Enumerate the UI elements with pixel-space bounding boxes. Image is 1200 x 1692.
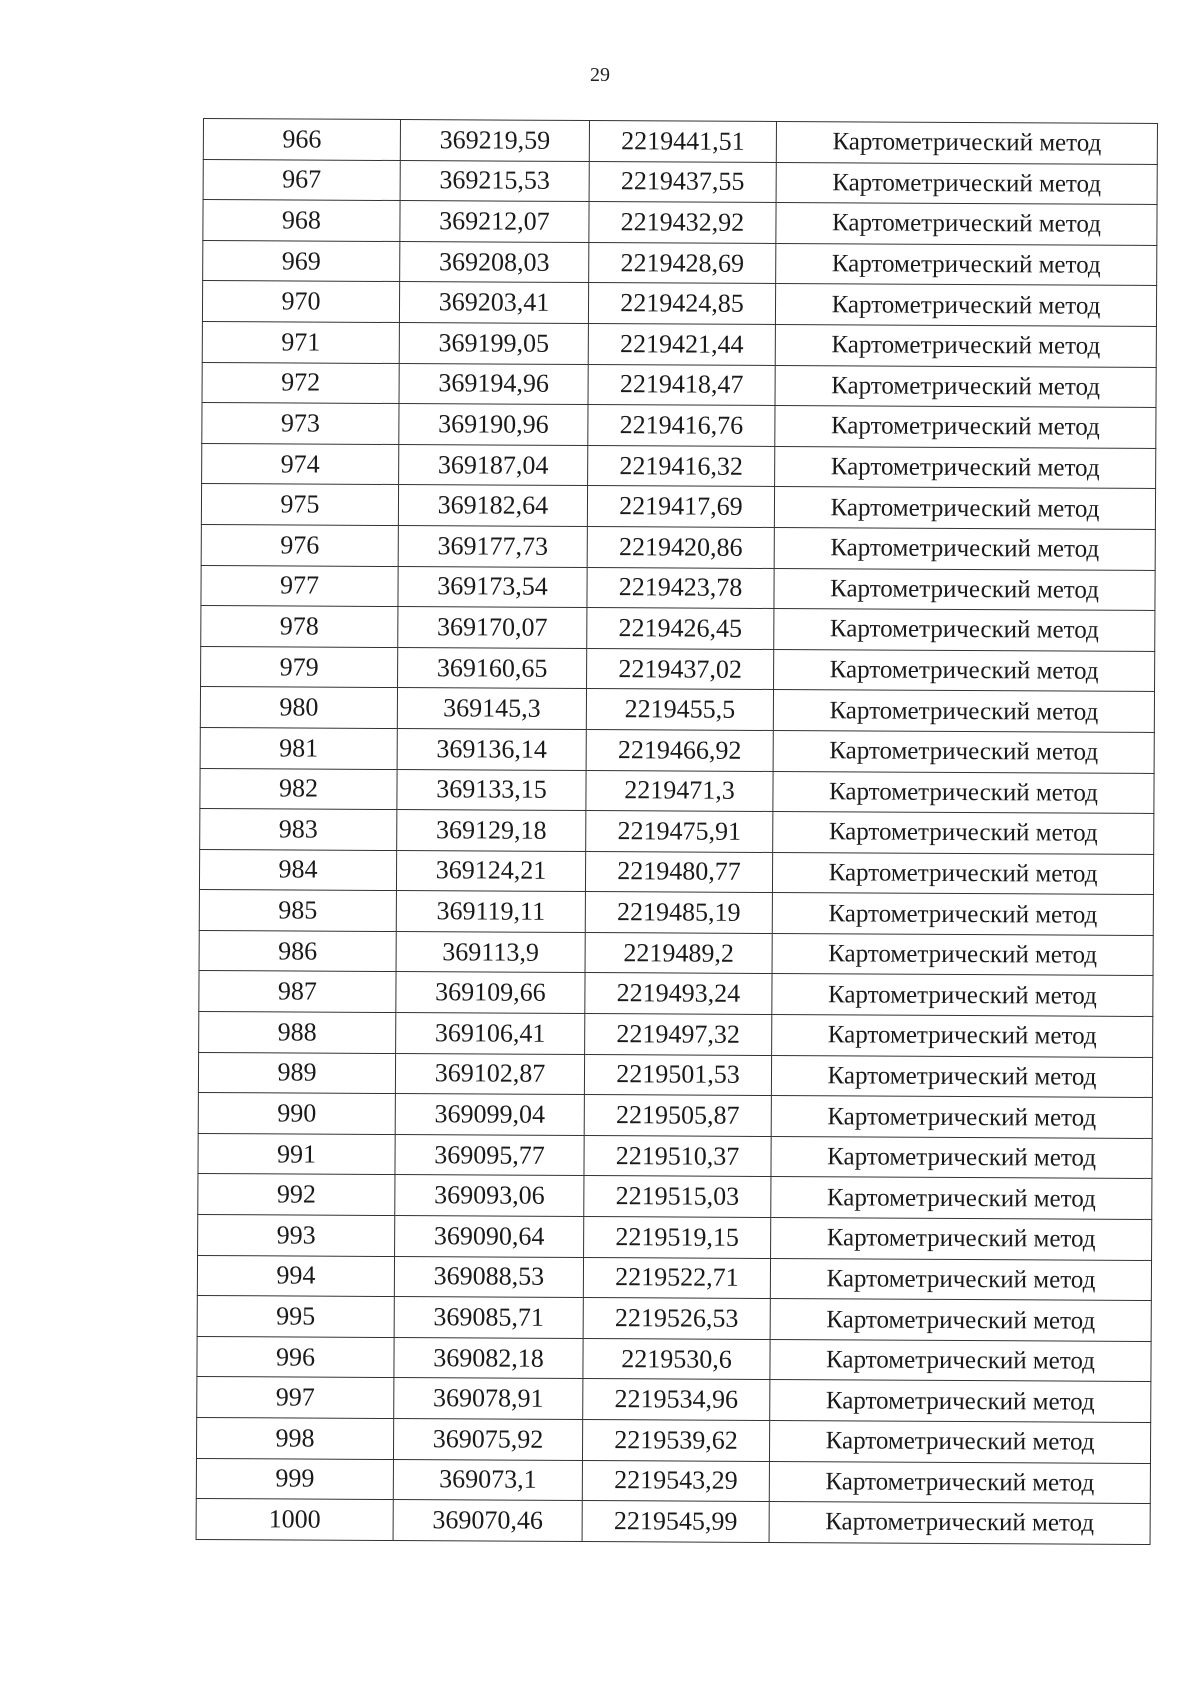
point-number-cell: 990 [198, 1093, 395, 1135]
y-coordinate-cell: 2219437,02 [587, 648, 774, 690]
x-coordinate-cell: 369160,65 [398, 647, 587, 689]
method-cell: Картометрический метод [773, 812, 1154, 855]
y-coordinate-cell: 2219466,92 [586, 729, 773, 771]
method-cell: Картометрический метод [770, 1380, 1151, 1423]
point-number-cell: 986 [199, 930, 396, 972]
point-number-cell: 987 [199, 971, 396, 1013]
x-coordinate-cell: 369212,07 [400, 201, 589, 243]
y-coordinate-cell: 2219480,77 [585, 851, 772, 893]
point-number-cell: 980 [200, 687, 397, 729]
method-cell: Картометрический метод [776, 243, 1157, 286]
y-coordinate-cell: 2219441,51 [589, 121, 776, 163]
y-coordinate-cell: 2219526,53 [583, 1298, 770, 1340]
point-number-cell: 969 [203, 240, 400, 282]
x-coordinate-cell: 369219,59 [400, 120, 589, 162]
point-number-cell: 992 [198, 1174, 395, 1216]
method-cell: Картометрический метод [774, 527, 1155, 570]
method-cell: Картометрический метод [769, 1420, 1150, 1463]
method-cell: Картометрический метод [776, 162, 1157, 205]
y-coordinate-cell: 2219426,45 [587, 608, 774, 650]
table-row [198, 1215, 1152, 1261]
point-number-cell: 995 [197, 1296, 394, 1338]
point-number-cell: 975 [201, 484, 398, 526]
table-row [198, 1174, 1152, 1220]
x-coordinate-cell: 369070,46 [393, 1500, 582, 1542]
point-number-cell: 973 [202, 403, 399, 445]
point-number-cell: 988 [199, 1012, 396, 1054]
x-coordinate-cell: 369133,15 [397, 769, 586, 811]
method-cell: Картометрический метод [772, 893, 1153, 936]
y-coordinate-cell: 2219505,87 [584, 1095, 771, 1137]
table-row [203, 240, 1157, 286]
table-row [203, 159, 1157, 205]
table-row [200, 809, 1154, 855]
x-coordinate-cell: 369208,03 [400, 241, 589, 283]
table-row [199, 930, 1153, 976]
x-coordinate-cell: 369088,53 [394, 1256, 583, 1298]
table-row [203, 119, 1157, 165]
point-number-cell: 989 [198, 1052, 395, 1094]
table-row [198, 1133, 1152, 1179]
table-row [199, 849, 1153, 895]
point-number-cell: 984 [199, 849, 396, 891]
y-coordinate-cell: 2219545,99 [582, 1501, 769, 1543]
method-cell: Картометрический метод [771, 1096, 1152, 1139]
x-coordinate-cell: 369187,04 [399, 444, 588, 486]
point-number-cell: 972 [202, 362, 399, 404]
table-row [202, 281, 1156, 327]
x-coordinate-cell: 369093,06 [395, 1175, 584, 1217]
y-coordinate-cell: 2219418,47 [588, 364, 775, 406]
x-coordinate-cell: 369145,3 [397, 688, 586, 730]
point-number-cell: 991 [198, 1133, 395, 1175]
x-coordinate-cell: 369136,14 [397, 728, 586, 770]
table-row [196, 1417, 1150, 1463]
method-cell: Картометрический метод [775, 324, 1156, 367]
y-coordinate-cell: 2219534,96 [583, 1379, 770, 1421]
y-coordinate-cell: 2219437,55 [589, 161, 776, 203]
table-row [200, 687, 1154, 733]
method-cell: Картометрический метод [772, 1015, 1153, 1058]
point-number-cell: 974 [202, 443, 399, 485]
point-number-cell: 978 [201, 606, 398, 648]
point-number-cell: 1000 [196, 1499, 393, 1541]
y-coordinate-cell: 2219432,92 [589, 202, 776, 244]
y-coordinate-cell: 2219530,6 [583, 1338, 770, 1380]
y-coordinate-cell: 2219428,69 [589, 242, 776, 284]
coordinates-table-body [196, 119, 1157, 1545]
table-row [203, 200, 1157, 246]
table-row [201, 565, 1155, 611]
point-number-cell: 970 [202, 281, 399, 323]
point-number-cell: 998 [196, 1417, 393, 1459]
method-cell: Картометрический метод [772, 974, 1153, 1017]
x-coordinate-cell: 369082,18 [394, 1337, 583, 1379]
method-cell: Картометрический метод [770, 1339, 1151, 1382]
page-number: 29 [590, 64, 610, 86]
x-coordinate-cell: 369119,11 [396, 891, 585, 933]
y-coordinate-cell: 2219489,2 [585, 932, 772, 974]
method-cell: Картометрический метод [770, 1258, 1151, 1301]
method-cell: Картометрический метод [775, 446, 1156, 489]
x-coordinate-cell: 369177,73 [398, 525, 587, 567]
y-coordinate-cell: 2219417,69 [587, 486, 774, 528]
y-coordinate-cell: 2219493,24 [585, 973, 772, 1015]
method-cell: Картометрический метод [775, 284, 1156, 327]
y-coordinate-cell: 2219475,91 [586, 811, 773, 853]
point-number-cell: 981 [200, 727, 397, 769]
x-coordinate-cell: 369113,9 [396, 931, 585, 973]
y-coordinate-cell: 2219519,15 [584, 1217, 771, 1259]
table-row [200, 768, 1154, 814]
x-coordinate-cell: 369170,07 [398, 607, 587, 649]
y-coordinate-cell: 2219423,78 [587, 567, 774, 609]
method-cell: Картометрический метод [771, 1136, 1152, 1179]
point-number-cell: 968 [203, 200, 400, 242]
y-coordinate-cell: 2219485,19 [585, 892, 772, 934]
point-number-cell: 985 [199, 890, 396, 932]
method-cell: Картометрический метод [775, 365, 1156, 408]
table-row [202, 321, 1156, 367]
x-coordinate-cell: 369129,18 [397, 810, 586, 852]
x-coordinate-cell: 369085,71 [394, 1297, 583, 1339]
y-coordinate-cell: 2219501,53 [584, 1054, 771, 1096]
table-row [198, 1093, 1152, 1139]
table-row [196, 1458, 1150, 1504]
method-cell: Картометрический метод [771, 1218, 1152, 1261]
table-row [196, 1499, 1150, 1545]
point-number-cell: 979 [201, 646, 398, 688]
table-row [199, 1012, 1153, 1058]
x-coordinate-cell: 369090,64 [395, 1216, 584, 1258]
table-row [202, 443, 1156, 489]
point-number-cell: 996 [197, 1336, 394, 1378]
x-coordinate-cell: 369190,96 [399, 404, 588, 446]
y-coordinate-cell: 2219416,32 [588, 445, 775, 487]
method-cell: Картометрический метод [772, 933, 1153, 976]
table-row [197, 1255, 1151, 1301]
point-number-cell: 994 [197, 1255, 394, 1297]
x-coordinate-cell: 369102,87 [395, 1053, 584, 1095]
method-cell: Картометрический метод [774, 649, 1155, 692]
point-number-cell: 971 [202, 321, 399, 363]
method-cell: Картометрический метод [771, 1055, 1152, 1098]
table-row [198, 1052, 1152, 1098]
coordinates-table [196, 118, 1158, 1545]
y-coordinate-cell: 2219471,3 [586, 770, 773, 812]
x-coordinate-cell: 369203,41 [399, 282, 588, 324]
method-cell: Картометрический метод [771, 1177, 1152, 1220]
point-number-cell: 966 [203, 119, 400, 161]
point-number-cell: 999 [196, 1458, 393, 1500]
table-row [199, 971, 1153, 1017]
table-row [202, 362, 1156, 408]
method-cell: Картометрический метод [774, 487, 1155, 530]
table-row [197, 1336, 1151, 1382]
table-row [199, 890, 1153, 936]
table-row [201, 524, 1155, 570]
x-coordinate-cell: 369199,05 [399, 323, 588, 365]
method-cell: Картометрический метод [770, 1299, 1151, 1342]
y-coordinate-cell: 2219510,37 [584, 1135, 771, 1177]
point-number-cell: 982 [200, 768, 397, 810]
coordinates-table-container [196, 118, 1153, 1545]
y-coordinate-cell: 2219455,5 [586, 689, 773, 731]
table-row [202, 403, 1156, 449]
method-cell: Картометрический метод [773, 690, 1154, 733]
x-coordinate-cell: 369099,04 [395, 1094, 584, 1136]
y-coordinate-cell: 2219515,03 [584, 1176, 771, 1218]
table-row [201, 606, 1155, 652]
method-cell: Картометрический метод [774, 609, 1155, 652]
method-cell: Картометрический метод [769, 1502, 1150, 1545]
y-coordinate-cell: 2219421,44 [588, 323, 775, 365]
method-cell: Картометрический метод [775, 406, 1156, 449]
method-cell: Картометрический метод [774, 568, 1155, 611]
point-number-cell: 983 [200, 809, 397, 851]
x-coordinate-cell: 369073,1 [393, 1459, 582, 1501]
method-cell: Картометрический метод [776, 203, 1157, 246]
point-number-cell: 967 [203, 159, 400, 201]
method-cell: Картометрический метод [773, 771, 1154, 814]
point-number-cell: 976 [201, 524, 398, 566]
table-row [200, 727, 1154, 773]
x-coordinate-cell: 369173,54 [398, 566, 587, 608]
y-coordinate-cell: 2219539,62 [582, 1420, 769, 1462]
y-coordinate-cell: 2219497,32 [585, 1014, 772, 1056]
method-cell: Картометрический метод [773, 730, 1154, 773]
table-row [197, 1377, 1151, 1423]
y-coordinate-cell: 2219543,29 [582, 1460, 769, 1502]
x-coordinate-cell: 369075,92 [393, 1419, 582, 1461]
x-coordinate-cell: 369182,64 [398, 485, 587, 527]
point-number-cell: 977 [201, 565, 398, 607]
x-coordinate-cell: 369124,21 [396, 850, 585, 892]
point-number-cell: 997 [197, 1377, 394, 1419]
method-cell: Картометрический метод [772, 852, 1153, 895]
y-coordinate-cell: 2219420,86 [587, 526, 774, 568]
y-coordinate-cell: 2219522,71 [583, 1257, 770, 1299]
x-coordinate-cell: 369106,41 [396, 1013, 585, 1055]
table-row [201, 484, 1155, 530]
x-coordinate-cell: 369109,66 [396, 972, 585, 1014]
x-coordinate-cell: 369078,91 [394, 1378, 583, 1420]
y-coordinate-cell: 2219416,76 [588, 405, 775, 447]
x-coordinate-cell: 369194,96 [399, 363, 588, 405]
x-coordinate-cell: 369095,77 [395, 1134, 584, 1176]
method-cell: Картометрический метод [769, 1461, 1150, 1504]
y-coordinate-cell: 2219424,85 [588, 283, 775, 325]
table-row [201, 646, 1155, 692]
point-number-cell: 993 [198, 1215, 395, 1257]
method-cell: Картометрический метод [776, 122, 1157, 165]
table-row [197, 1296, 1151, 1342]
x-coordinate-cell: 369215,53 [400, 160, 589, 202]
